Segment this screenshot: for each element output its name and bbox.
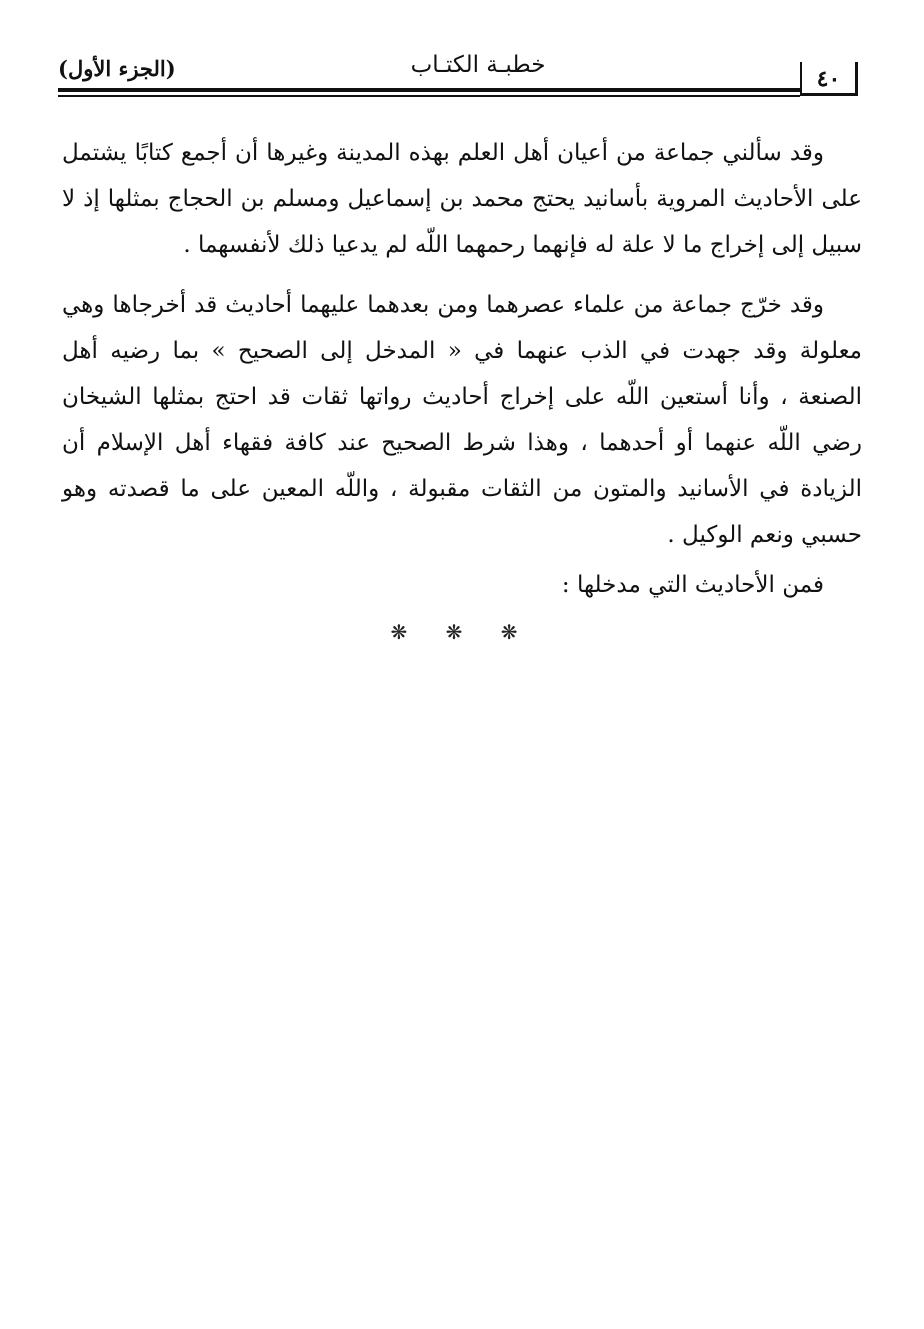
header-rule-thin — [58, 95, 800, 97]
paragraph-2: وقد خرّج جماعة من علماء عصرهما ومن بعدهما عليهما أحاديث قد أخرجاها وهي معلولة وقد جهدت في الذب عنهما في « المدخل إلى الصحيح » بما رضيه أهل الصنعة ، وأنا أستعين اللّه على إخراج أحاديث رواتها ثقات قد احتج بمثلها الشيخان رضي اللّه عنهما أو أحدهما ، وهذا شرط الصحيح عند كافة فقهاء أهل الإسلام أن الزيادة في الأسانيد والمتون من الثقات مقبولة ، واللّه المعين على ما قصدته وهو حسبي ونعم الوكيل . — [62, 292, 862, 548]
book-title: خطبـة الكتـاب — [410, 52, 546, 78]
paragraph-3: فمن الأحاديث التي مدخلها : — [561, 572, 824, 598]
header-rule-thick — [58, 88, 800, 92]
page-header — [58, 52, 864, 102]
body-text — [62, 130, 862, 608]
page-number: ٤٠ — [800, 62, 858, 96]
section-separator: ❋ ❋ ❋ — [390, 620, 534, 644]
paragraph-1: وقد سألني جماعة من أعيان أهل العلم بهذه المدينة وغيرها أن أجمع كتابًا يشتمل على الأحاديث المروية بأسانيد يحتج محمد بن إسماعيل ومسلم بن الحجاج بمثلها إذ لا سبيل إلى إخراج ما لا علة له فإنهما رحمهما اللّه لم يدعيا ذلك لأنفسهما . — [62, 140, 862, 258]
volume-label: (الجزء الأول) — [58, 56, 176, 81]
